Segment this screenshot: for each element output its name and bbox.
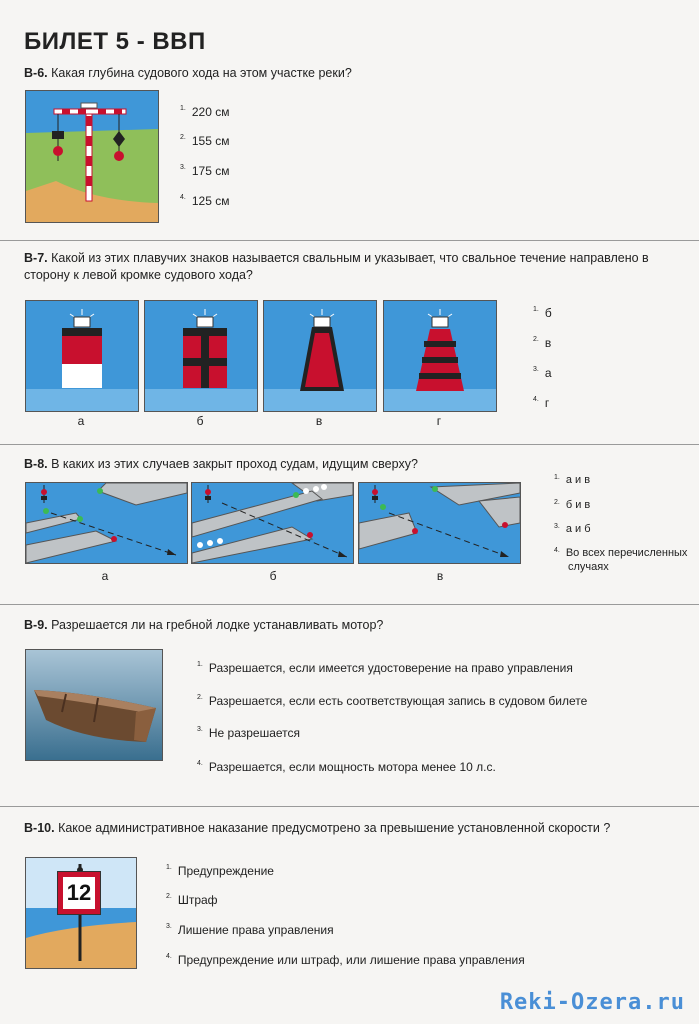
option-text: 220 см [191,105,230,119]
depth-sign-picture [25,90,159,223]
option-9-1[interactable] [197,661,573,675]
option-9-3[interactable] [197,726,300,740]
question-6 [24,65,352,82]
bridge-b-picture [191,482,354,564]
speed-limit-value: 12 [63,877,95,909]
bridge-a-picture [25,482,188,564]
caption-v: в [315,414,323,428]
option-text: 155 см [191,134,230,148]
option-number: 2. [166,893,172,900]
option-number: 1. [554,474,560,481]
option-6-4[interactable] [180,194,229,208]
option-number: 2. [180,134,186,141]
option-number: 1. [197,661,203,668]
option-number: 3. [197,726,203,733]
question-text: Какое административное наказание предусмотрено за превышение установленной скорости ? [58,821,611,835]
buoy-b-picture [144,300,258,412]
option-number: 1. [180,105,186,112]
option-6-2[interactable] [180,134,229,148]
option-8-1[interactable] [554,474,590,486]
question-number: В-6. [24,66,48,80]
option-number: 3. [166,923,172,930]
option-number: 4. [197,760,203,767]
option-text: б [544,306,552,320]
caption-b: б [196,414,204,428]
option-7-3[interactable] [533,366,552,380]
option-text: Штраф [177,893,218,907]
question-number: В-8. [24,457,48,471]
divider [0,604,699,605]
divider [0,240,699,241]
question-text: Какая глубина судового хода на этом участке реки? [51,66,352,80]
option-number: 2. [197,694,203,701]
option-9-4[interactable] [197,760,496,774]
option-number: 2. [554,499,560,506]
ticket-title: БИЛЕТ 5 - ВВП [24,28,206,55]
caption-b: б [269,569,277,583]
divider [0,444,699,445]
buoy-g-picture [383,300,497,412]
option-9-2[interactable] [197,694,587,708]
question-number: В-9. [24,618,48,632]
caption-a: а [77,414,85,428]
option-text: 125 см [191,194,230,208]
option-number: 3. [554,523,560,530]
option-text: 175 см [191,164,230,178]
option-number: 4. [166,953,172,960]
option-text: Разрешается, если мощность мотора менее 10 л.с. [208,760,496,774]
option-number: 1. [166,864,172,871]
option-10-3[interactable] [166,923,334,937]
option-text: Не разрешается [208,726,301,740]
option-text: а [544,366,552,380]
option-text: в [544,336,552,350]
site-watermark: Reki-Ozera.ru [499,990,685,1015]
speed-limit-sign [57,871,101,915]
divider [0,806,699,807]
question-7 [24,250,664,284]
option-number: 4. [533,396,539,403]
question-text: Какой из этих плавучих знаков называется свальным и указывает, что свальное течение направлено в сторону к левой кромке судового хода? [24,251,649,282]
question-10 [24,820,610,837]
option-text: Предупреждение или штраф, или лишение права управления [177,953,525,967]
option-8-4-line2: случаях [568,561,609,573]
option-number: 4. [554,547,560,554]
bridge-v-picture [358,482,521,564]
option-text: г [544,396,550,410]
buoy-v-picture [263,300,377,412]
option-text: Во всех перечисленных [565,547,688,559]
option-10-4[interactable] [166,953,525,967]
option-number: 4. [180,194,186,201]
question-number: В-10. [24,821,55,835]
option-text: Предупреждение [177,864,274,878]
option-6-3[interactable] [180,164,229,178]
option-text: Разрешается, если есть соответствующая запись в судовом билете [208,694,588,708]
option-text: Разрешается, если имеется удостоверение на право управления [208,661,573,675]
option-8-4[interactable] [554,547,687,559]
option-number: 1. [533,306,539,313]
question-9 [24,617,383,634]
question-text: Разрешается ли на гребной лодке устанавливать мотор? [51,618,384,632]
option-10-1[interactable] [166,864,274,878]
rowing-boat-picture [25,649,163,761]
option-8-2[interactable] [554,499,590,511]
option-6-1[interactable] [180,105,229,119]
option-7-1[interactable] [533,306,552,320]
caption-g: г [436,414,442,428]
caption-a: а [101,569,109,583]
buoy-a-picture [25,300,139,412]
option-number: 3. [180,164,186,171]
option-7-2[interactable] [533,336,551,350]
option-10-2[interactable] [166,893,218,907]
option-text: Лишение права управления [177,923,334,937]
option-number: 2. [533,336,539,343]
question-text: В каких из этих случаев закрыт проход судам, идущим сверху? [51,457,418,471]
question-8 [24,456,418,473]
option-8-3[interactable] [554,523,591,535]
option-text: б и в [565,499,591,511]
option-7-4[interactable] [533,396,549,410]
option-text: а и в [565,474,591,486]
question-number: В-7. [24,251,48,265]
caption-v: в [436,569,444,583]
option-text: а и б [565,523,591,535]
option-number: 3. [533,366,539,373]
